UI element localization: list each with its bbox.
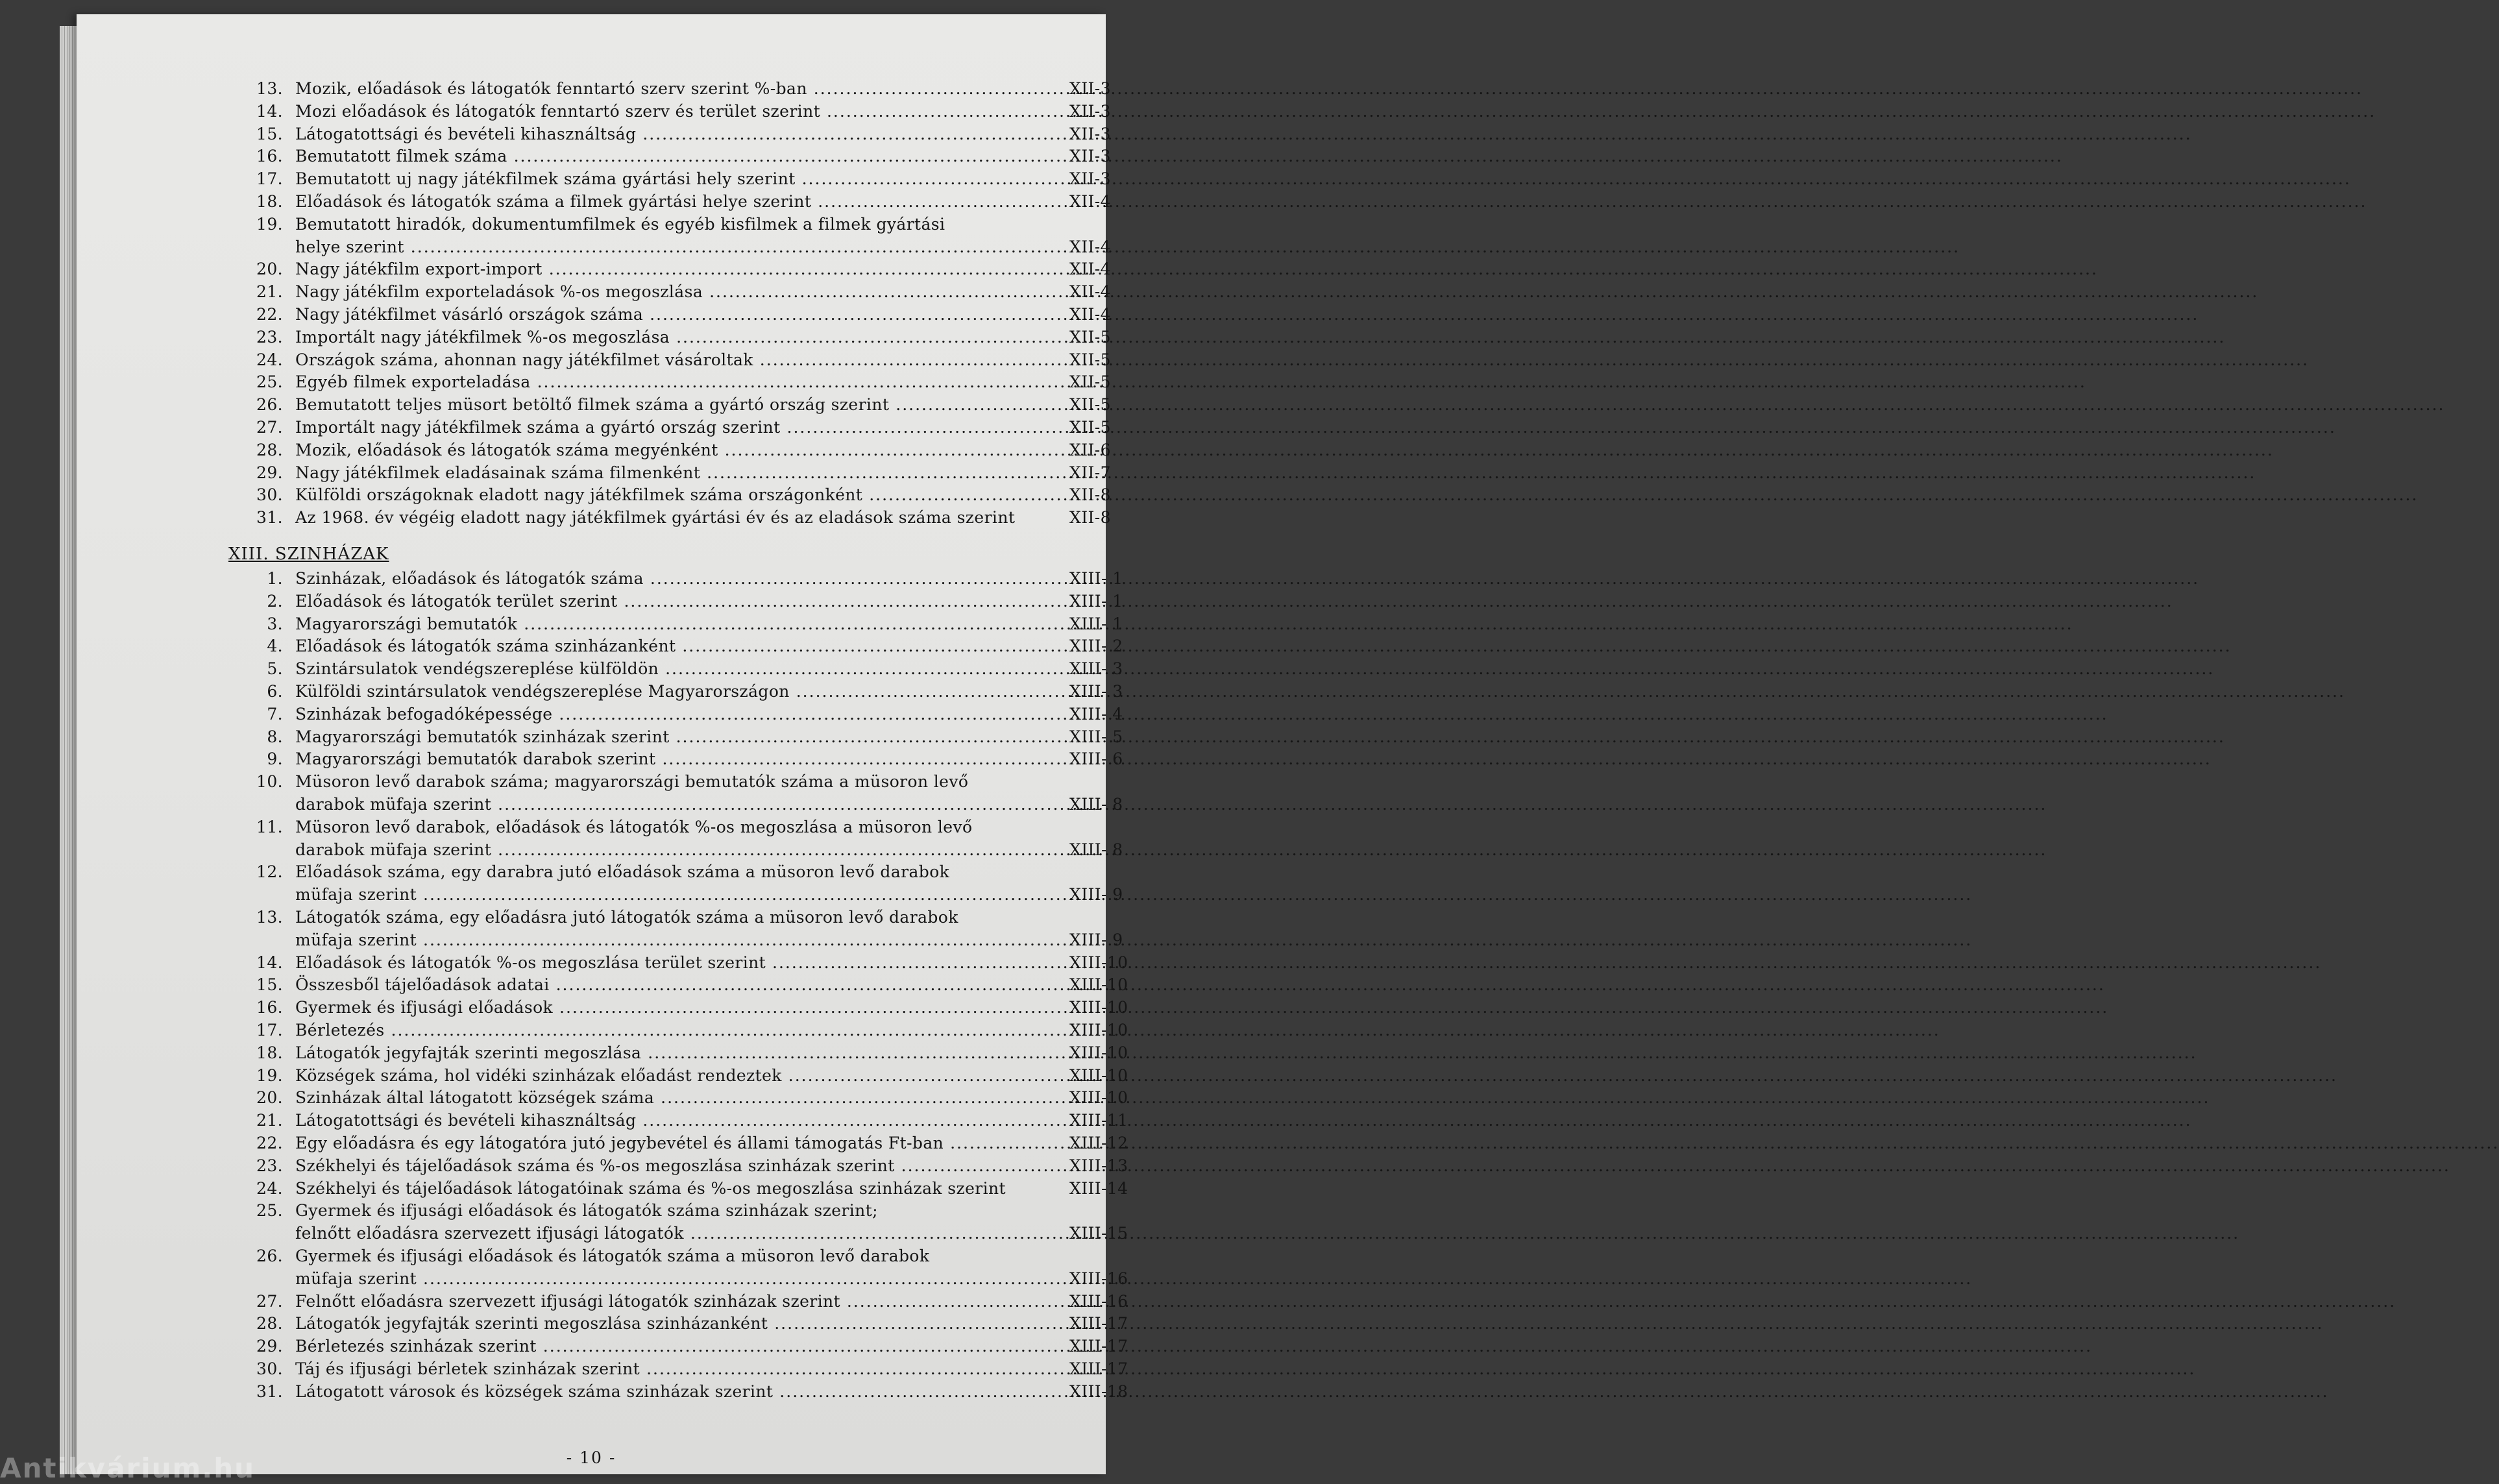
toc-entry bbox=[77, 350, 1111, 372]
toc-entry-page-ref: XIII-18 bbox=[1069, 1381, 1128, 1401]
toc-entry bbox=[77, 1178, 1128, 1201]
toc-entry bbox=[77, 1247, 1106, 1269]
toc-entry-title: Importált nagy játékfilmek %-os megoszlása ..... bbox=[295, 328, 1038, 347]
toc-entry-title: Bemutatott uj nagy játékfilmek száma gyártási hely szerint ..... bbox=[295, 169, 1038, 188]
toc-entry-number: 26. bbox=[256, 1247, 283, 1265]
toc-entry-page-ref: XIII- 3 bbox=[1069, 659, 1123, 679]
toc-entry-page-ref: XIII-10 bbox=[1069, 1088, 1128, 1108]
toc-entry bbox=[77, 862, 1106, 884]
toc-entry bbox=[77, 749, 1123, 772]
toc-entry-page-ref: XIII-10 bbox=[1069, 1065, 1128, 1085]
toc-entry bbox=[77, 1134, 1128, 1156]
toc-entry-page-ref: XII-5 bbox=[1069, 327, 1111, 347]
toc-entry bbox=[77, 1088, 1128, 1110]
toc-entry-page-ref: XIII- 4 bbox=[1069, 704, 1123, 724]
toc-entry bbox=[77, 727, 1123, 749]
toc-entry-page-ref: XIII- 1 bbox=[1069, 591, 1123, 611]
document-page bbox=[77, 14, 1128, 1474]
toc-entry-page-ref: XIII-17 bbox=[1069, 1337, 1128, 1356]
toc-entry bbox=[77, 260, 1111, 282]
toc-entry-title: Importált nagy játékfilmek száma a gyártó ország szerint ..... bbox=[295, 418, 1038, 437]
toc-entry bbox=[77, 1043, 1128, 1065]
toc-entry bbox=[77, 1111, 1128, 1133]
toc-entry-page-ref: XIII- 8 bbox=[1069, 840, 1123, 859]
toc-entry-page-ref: XIII-16 bbox=[1069, 1269, 1128, 1288]
toc-entry-title: Müsoron levő darabok, előadások és látogatók %-os megoszlása a müsoron levő bbox=[295, 817, 973, 836]
toc-entry-number: 2. bbox=[267, 591, 283, 611]
toc-entry-page-ref: XII-3 bbox=[1069, 79, 1111, 98]
toc-entry-page-ref: XII-4 bbox=[1069, 282, 1111, 302]
toc-entry-number: 24. bbox=[256, 350, 283, 369]
page-number: - 10 - bbox=[566, 1448, 616, 1467]
toc-entry-number: 20. bbox=[256, 260, 283, 279]
toc-entry-number: 13. bbox=[256, 908, 283, 927]
toc-entry-page-ref: XII-3 bbox=[1069, 147, 1111, 166]
toc-entry bbox=[77, 1065, 1128, 1088]
toc-entry-title: helye szerint ..... bbox=[295, 237, 1038, 256]
toc-entry-number: 18. bbox=[256, 1043, 283, 1062]
toc-entry-number: 3. bbox=[267, 614, 283, 633]
toc-entry-page-ref: XIII- 2 bbox=[1069, 637, 1123, 656]
toc-entry-title: Egyéb filmek exporteladása ..... bbox=[295, 372, 1038, 391]
toc-entry bbox=[77, 101, 1111, 124]
toc-entry-title: Nagy játékfilmek eladásainak száma filmenként ..... bbox=[295, 463, 1038, 482]
toc-entry-number: 10. bbox=[256, 772, 283, 792]
toc-entry-page-ref: XIII-17 bbox=[1069, 1314, 1128, 1333]
toc-entry-title: Felnőtt előadásra szervezett ifjusági látogatók szinházak szerint ..... bbox=[295, 1292, 1038, 1311]
toc-entry-number: 24. bbox=[256, 1178, 283, 1198]
toc-entry-title: darabok müfaja szerint ..... bbox=[295, 795, 1038, 814]
toc-entry bbox=[77, 637, 1123, 659]
toc-entry-number: 25. bbox=[256, 1201, 283, 1221]
toc-entry-title: Magyarországi bemutatók szinházak szerint ..... bbox=[295, 727, 1038, 746]
toc-entry-page-ref: XIII- 9 bbox=[1069, 930, 1123, 949]
toc-entry-number: 28. bbox=[256, 1314, 283, 1333]
toc-entry bbox=[77, 305, 1111, 327]
toc-entry-title: Mozik, előadások és látogatók fenntartó szerv szerint %-ban ..... bbox=[295, 79, 1038, 98]
toc-entry-number: 21. bbox=[256, 282, 283, 302]
toc-entry-title: Bérletezés szinházak szerint ..... bbox=[295, 1337, 1038, 1356]
toc-entry-number: 27. bbox=[256, 1291, 283, 1311]
toc-entry bbox=[77, 659, 1123, 681]
toc-entry-page-ref: XII-3 bbox=[1069, 169, 1111, 189]
toc-entry-page-ref: XIII-15 bbox=[1069, 1224, 1128, 1243]
toc-entry-page-ref: XIII-10 bbox=[1069, 975, 1128, 995]
toc-entry-title: Országok száma, ahonnan nagy játékfilmet vásároltak ..... bbox=[295, 350, 1038, 369]
toc-entry-number: 14. bbox=[256, 953, 283, 972]
toc-entry-page-ref: XIII-13 bbox=[1069, 1156, 1128, 1175]
toc-entry-title: Táj és ifjusági bérletek szinházak szerint ..... bbox=[295, 1359, 1038, 1378]
toc-entry-title: Látogatók jegyfajták szerinti megoszlása szinházanként ..... bbox=[295, 1314, 1038, 1333]
toc-entry-continuation bbox=[77, 840, 1123, 862]
toc-entry-title: Látogatók jegyfajták szerinti megoszlása ..... bbox=[295, 1043, 1038, 1062]
toc-entry-page-ref: XIII- 9 bbox=[1069, 885, 1123, 905]
toc-entry bbox=[77, 614, 1123, 637]
toc-entry bbox=[77, 485, 1111, 507]
toc-entry-page-ref: XIII-10 bbox=[1069, 1043, 1128, 1062]
toc-entry bbox=[77, 1337, 1128, 1359]
toc-entry-page-ref: XII-8 bbox=[1069, 485, 1111, 505]
toc-entry bbox=[77, 79, 1111, 101]
toc-entry bbox=[77, 818, 1106, 840]
watermark: Antikvárium.hu bbox=[0, 1452, 256, 1484]
toc-entry-number: 1. bbox=[267, 569, 283, 588]
toc-entry-page-ref: XII-5 bbox=[1069, 395, 1111, 415]
toc-entry-page-ref: XII-6 bbox=[1069, 440, 1111, 459]
toc-entry-page-ref: XII-3 bbox=[1069, 101, 1111, 121]
toc-entry-title: müfaja szerint ..... bbox=[295, 885, 1038, 904]
toc-entry bbox=[77, 372, 1111, 395]
toc-entry-number: 14. bbox=[256, 101, 283, 121]
toc-entry-title: Egy előadásra és egy látogatóra jutó jegybevétel és állami támogatás Ft-ban ..... bbox=[295, 1134, 1038, 1152]
toc-entry-continuation bbox=[77, 1269, 1128, 1291]
toc-entry-title: Külföldi országoknak eladott nagy játékfilmek száma országonként ..... bbox=[295, 485, 1038, 504]
toc-entry-title: Magyarországi bemutatók ..... bbox=[295, 614, 1038, 633]
toc-entry-page-ref: XIII- 8 bbox=[1069, 795, 1123, 814]
toc-entry-number: 18. bbox=[256, 192, 283, 211]
toc-entry-page-ref: XIII-17 bbox=[1069, 1359, 1128, 1378]
toc-entry-title: Összesből tájelőadások adatai ..... bbox=[295, 975, 1038, 994]
toc-entry-title: darabok müfaja szerint ..... bbox=[295, 840, 1038, 859]
toc-entry-title: Nagy játékfilm exporteladások %-os megoszlása ..... bbox=[295, 282, 1038, 301]
toc-entry-title: Gyermek és ifjusági előadások ..... bbox=[295, 998, 1038, 1017]
toc-entry bbox=[77, 282, 1111, 304]
toc-entry bbox=[77, 215, 1106, 237]
toc-entry-number: 29. bbox=[256, 463, 283, 482]
toc-entry-title: Az 1968. év végéig eladott nagy játékfilmek gyártási év és az eladások száma szerint bbox=[295, 508, 1016, 528]
toc-entry-title: Bérletezés ..... bbox=[295, 1021, 1038, 1040]
toc-entry-number: 27. bbox=[256, 418, 283, 437]
toc-entry bbox=[77, 1314, 1128, 1336]
toc-entry-number: 22. bbox=[256, 305, 283, 324]
toc-entry-title: Látogatottsági és bevételi kihasználtság ..... bbox=[295, 125, 1038, 143]
toc-entry-continuation bbox=[77, 930, 1123, 953]
toc-entry-number: 7. bbox=[267, 704, 283, 724]
toc-entry-page-ref: XIII-10 bbox=[1069, 953, 1128, 972]
toc-entry-page-ref: XIII- 1 bbox=[1069, 569, 1123, 588]
toc-entry-title: Szinházak által látogatott községek száma ..... bbox=[295, 1088, 1038, 1107]
toc-entry bbox=[77, 1359, 1128, 1381]
toc-entry-page-ref: XII-5 bbox=[1069, 418, 1111, 437]
toc-entry-number: 19. bbox=[256, 214, 283, 234]
toc-entry bbox=[77, 998, 1128, 1020]
toc-entry-title: Előadások és látogatók száma szinházanként ..... bbox=[295, 637, 1038, 655]
toc-entry-title: Mozi előadások és látogatók fenntartó szerv és terület szerint ..... bbox=[295, 102, 1038, 121]
toc-entry-number: 16. bbox=[256, 147, 283, 166]
toc-entry-title: Előadások és látogatók terület szerint ..... bbox=[295, 592, 1038, 611]
toc-entry bbox=[77, 772, 1106, 794]
toc-entry-page-ref: XII-4 bbox=[1069, 305, 1111, 324]
toc-entry bbox=[77, 1021, 1128, 1043]
toc-entry-page-ref: XII-5 bbox=[1069, 350, 1111, 369]
toc-entry-number: 22. bbox=[256, 1134, 283, 1152]
toc-entry-number: 29. bbox=[256, 1337, 283, 1356]
toc-entry-title: Mozik, előadások és látogatók száma megyénként ..... bbox=[295, 441, 1038, 459]
toc-entry-title: Látogatók száma, egy előadásra jutó látogatók száma a müsoron levő darabok bbox=[295, 908, 958, 927]
toc-entry bbox=[77, 169, 1111, 191]
toc-entry bbox=[77, 463, 1111, 485]
toc-entry-number: 6. bbox=[267, 682, 283, 701]
toc-entry-title: Szinházak befogadóképessége ..... bbox=[295, 705, 1038, 724]
toc-entry-page-ref: XII-4 bbox=[1069, 237, 1111, 256]
toc-entry bbox=[77, 1156, 1128, 1178]
toc-entry-page-ref: XIII-14 bbox=[1069, 1178, 1128, 1198]
toc-entry-number: 15. bbox=[256, 975, 283, 995]
toc-entry-title: Müsoron levő darabok száma; magyarországi bemutatók száma a müsoron levő bbox=[295, 772, 969, 792]
toc-entry-number: 17. bbox=[256, 1021, 283, 1040]
toc-entry-title: Szintársulatok vendégszereplése külföldön ..... bbox=[295, 659, 1038, 678]
toc-entry-number: 5. bbox=[267, 659, 283, 679]
toc-entry bbox=[77, 1291, 1128, 1314]
toc-entry-number: 28. bbox=[256, 440, 283, 459]
toc-entry-title: Látogatott városok és községek száma szinházak szerint ..... bbox=[295, 1382, 1038, 1401]
toc-entry-page-ref: XII-5 bbox=[1069, 372, 1111, 392]
toc-entry-title: Székhelyi és tájelőadások látogatóinak száma és %-os megoszlása szinházak szerint bbox=[295, 1178, 1006, 1198]
toc-entry-number: 12. bbox=[256, 862, 283, 882]
toc-entry bbox=[77, 1381, 1128, 1404]
toc-entry bbox=[77, 704, 1123, 727]
toc-entry-title: Külföldi szintársulatok vendégszereplése Magyarországon ..... bbox=[295, 682, 1038, 701]
toc-entry-title: Községek száma, hol vidéki szinházak előadást rendeztek ..... bbox=[295, 1066, 1038, 1085]
toc-entry-title: Gyermek és ifjusági előadások és látogatók száma a müsoron levő darabok bbox=[295, 1247, 930, 1265]
toc-entry-number: 23. bbox=[256, 327, 283, 347]
toc-entry-number: 31. bbox=[256, 1381, 283, 1401]
toc-entry-number: 30. bbox=[256, 485, 283, 505]
toc-entry-title: müfaja szerint ..... bbox=[295, 931, 1038, 949]
toc-entry bbox=[77, 1201, 1106, 1223]
toc-entry-title: Bemutatott teljes müsort betöltő filmek száma a gyártó ország szerint ..... bbox=[295, 395, 1038, 414]
toc-entry-title: Nagy játékfilm export-import ..... bbox=[295, 260, 1038, 278]
toc-entry-page-ref: XIII- 5 bbox=[1069, 727, 1123, 746]
toc-entry-title: Magyarországi bemutatók darabok szerint ..... bbox=[295, 749, 1038, 768]
toc-entry bbox=[77, 953, 1128, 975]
toc-entry-title: Látogatottsági és bevételi kihasználtság ..... bbox=[295, 1111, 1038, 1130]
toc-entry-page-ref: XIII-16 bbox=[1069, 1291, 1128, 1311]
toc-entry-number: 8. bbox=[267, 727, 283, 746]
toc-entry-number: 17. bbox=[256, 169, 283, 189]
toc-entry-continuation bbox=[77, 237, 1111, 260]
toc-entry-continuation bbox=[77, 795, 1123, 817]
toc-entry-title: felnőtt előadásra szervezett ifjusági látogatók ..... bbox=[295, 1224, 1038, 1243]
toc-entry-number: 11. bbox=[256, 817, 283, 836]
toc-entry bbox=[77, 192, 1111, 214]
toc-entry-number: 15. bbox=[256, 124, 283, 143]
toc-entry bbox=[77, 124, 1111, 147]
toc-entry bbox=[77, 327, 1111, 350]
toc-entry-page-ref: XIII-12 bbox=[1069, 1134, 1128, 1152]
toc-entry-number: 21. bbox=[256, 1111, 283, 1130]
toc-entry-page-ref: XIII- 3 bbox=[1069, 682, 1123, 701]
toc-entry-page-ref: XII-4 bbox=[1069, 192, 1111, 211]
toc-entry-title: müfaja szerint ..... bbox=[295, 1269, 1038, 1288]
toc-entry-number: 20. bbox=[256, 1088, 283, 1108]
toc-entry-title: Székhelyi és tájelőadások száma és %-os megoszlása szinházak szerint ..... bbox=[295, 1156, 1038, 1175]
toc-entry-page-ref: XIII- 6 bbox=[1069, 749, 1123, 769]
toc-entry-page-ref: XII-3 bbox=[1069, 124, 1111, 143]
toc-entry bbox=[77, 395, 1111, 417]
toc-entry-page-ref: XIII- 1 bbox=[1069, 614, 1123, 633]
toc-entry-title: Bemutatott filmek száma ..... bbox=[295, 147, 1038, 165]
toc-entry bbox=[77, 975, 1128, 997]
toc-entry-page-ref: XIII-11 bbox=[1069, 1111, 1128, 1130]
toc-entry bbox=[77, 147, 1111, 169]
toc-entry-page-ref: XII-7 bbox=[1069, 463, 1111, 482]
toc-entry bbox=[77, 569, 1123, 591]
toc-entry-title: Előadások száma, egy darabra jutó előadások száma a müsoron levő darabok bbox=[295, 862, 950, 882]
section-heading-xiii: XIII. SZINHÁZAK bbox=[228, 544, 389, 564]
toc-entry-number: 30. bbox=[256, 1359, 283, 1378]
toc-entry-number: 26. bbox=[256, 395, 283, 415]
toc-entry-title: Nagy játékfilmet vásárló országok száma ..... bbox=[295, 305, 1038, 324]
toc-entry-continuation bbox=[77, 885, 1123, 907]
toc-entry-number: 16. bbox=[256, 998, 283, 1017]
toc-entry-number: 19. bbox=[256, 1065, 283, 1085]
toc-entry-number: 9. bbox=[267, 749, 283, 769]
toc-entry-continuation bbox=[77, 1224, 1128, 1246]
toc-entry-number: 23. bbox=[256, 1156, 283, 1175]
toc-entry bbox=[77, 508, 1111, 530]
toc-entry-title: Előadások és látogatók száma a filmek gyártási helye szerint ..... bbox=[295, 192, 1038, 211]
toc-entry-number: 4. bbox=[267, 637, 283, 656]
toc-entry-title: Gyermek és ifjusági előadások és látogatók száma szinházak szerint; bbox=[295, 1201, 878, 1221]
toc-entry-title: Előadások és látogatók %-os megoszlása terület szerint ..... bbox=[295, 953, 1038, 972]
toc-entry-page-ref: XII-4 bbox=[1069, 260, 1111, 279]
toc-entry-page-ref: XIII-10 bbox=[1069, 1021, 1128, 1040]
toc-entry-title: Bemutatott hiradók, dokumentumfilmek és egyéb kisfilmek a filmek gyártási bbox=[295, 214, 945, 234]
toc-entry-number: 13. bbox=[256, 79, 283, 98]
toc-entry bbox=[77, 440, 1111, 463]
toc-entry-number: 25. bbox=[256, 372, 283, 392]
toc-entry bbox=[77, 591, 1123, 614]
toc-entry-number: 31. bbox=[256, 508, 283, 528]
toc-entry bbox=[77, 908, 1106, 930]
toc-entry-page-ref: XII-8 bbox=[1069, 508, 1111, 528]
toc-entry bbox=[77, 418, 1111, 440]
toc-entry-title: Szinházak, előadások és látogatók száma ..... bbox=[295, 569, 1038, 588]
toc-entry bbox=[77, 682, 1123, 704]
toc-entry-page-ref: XIII-10 bbox=[1069, 998, 1128, 1017]
